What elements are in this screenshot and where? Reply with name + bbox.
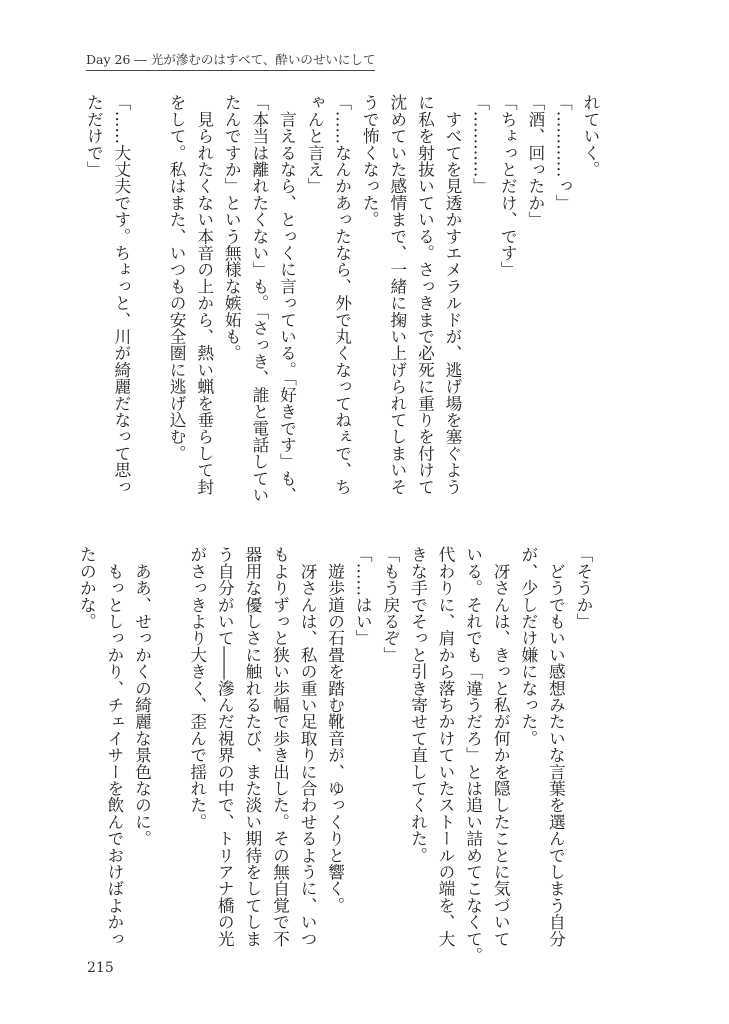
text-line: う自分がいて――滲んだ視界の中で、トリアナ橋の光 [215,546,236,947]
text-line: きな手でそっと引き寄せて直してくれた。 [408,546,429,864]
lower-text-block [72,546,597,964]
text-line: 冴さんは、私の重い足取りに合わせるように、いつ [298,546,319,947]
text-line: がさっきより大きく、歪んで揺れた。 [187,546,208,830]
text-line: ゃんと言え」 [305,94,326,195]
text-line: 「本当は離れたくない」も。「さっき、誰と電話してい [249,94,270,504]
text-line: 沈めていた感情まで、一緒に掬い上げられてしまいそ [387,94,408,495]
text-line: たんですか」という無様な嫉妬も。 [222,94,243,362]
text-line: 見られたくない本音の上から、熱い蝋を垂らして封 [194,94,215,495]
text-line: 「酒、回ったか」 [525,94,546,228]
text-line: 「…………」 [470,94,491,195]
text-line: 「ちょっとだけ、です」 [498,94,519,278]
text-line: をして。私はまた、いつもの安全圏に逃げ込む。 [167,94,188,462]
text-line: もっとしっかり、チェイサーを飲んでおけばよかっ [104,546,125,947]
running-header: Day 26 ― 光が滲むのはすべて、酔いのせいにして [86,50,375,71]
text-line: 遊歩道の石畳を踏む靴音が、ゆっくりと響く。 [325,546,346,914]
text-line: どうでもいい感想みたいな言葉を選んでしまう自分 [546,546,567,947]
text-line: すべてを見透かすエメラルドが、逃げ場を塞ぐよう [443,94,464,495]
text-line: 「……なんかあったなら、外で丸くなってねぇで、ち [332,94,353,495]
text-line: 代わりに、肩から落ちかけていたストールの端を、大 [436,546,457,947]
text-line: ああ、せっかくの綺麗な景色なのに。 [132,546,153,847]
text-line: もよりずっと狭い歩幅で歩き出した。その無自覚で不 [270,546,291,947]
text-line: が、少しだけ嫌になった。 [518,546,539,747]
text-line: うで怖くなった。 [360,94,381,228]
text-line: 「もう戻るぞ」 [380,546,401,663]
page-number: 215 [87,960,114,976]
text-line: いる。それでも「違うだろ」とは追い詰めてこなくて。 [463,546,484,964]
text-line: れていく。 [581,94,601,178]
upper-text-block [79,94,604,504]
text-line: ただけで」 [84,94,105,178]
blank-line [135,94,163,496]
text-line: たのかな。 [77,546,98,630]
text-line: 言えるなら、とっくに言っている。「好きです」も、 [277,94,298,504]
text-line: 「……大丈夫です。ちょっと、川が綺麗だなって思っ [111,94,132,495]
text-line: 冴さんは、きっと私が何かを隠したことに気づいて [491,546,512,947]
text-line: 器用な優しさに触れるたび、また淡い期待をしてしま [242,546,263,947]
blank-line [156,546,184,948]
text-line: 「そうか」 [574,546,594,630]
text-line: 「…………っ」 [553,94,574,211]
text-line: 「……はい」 [353,546,374,647]
text-line: に私を射抜いている。さっきまで必死に重りを付けて [415,94,436,495]
